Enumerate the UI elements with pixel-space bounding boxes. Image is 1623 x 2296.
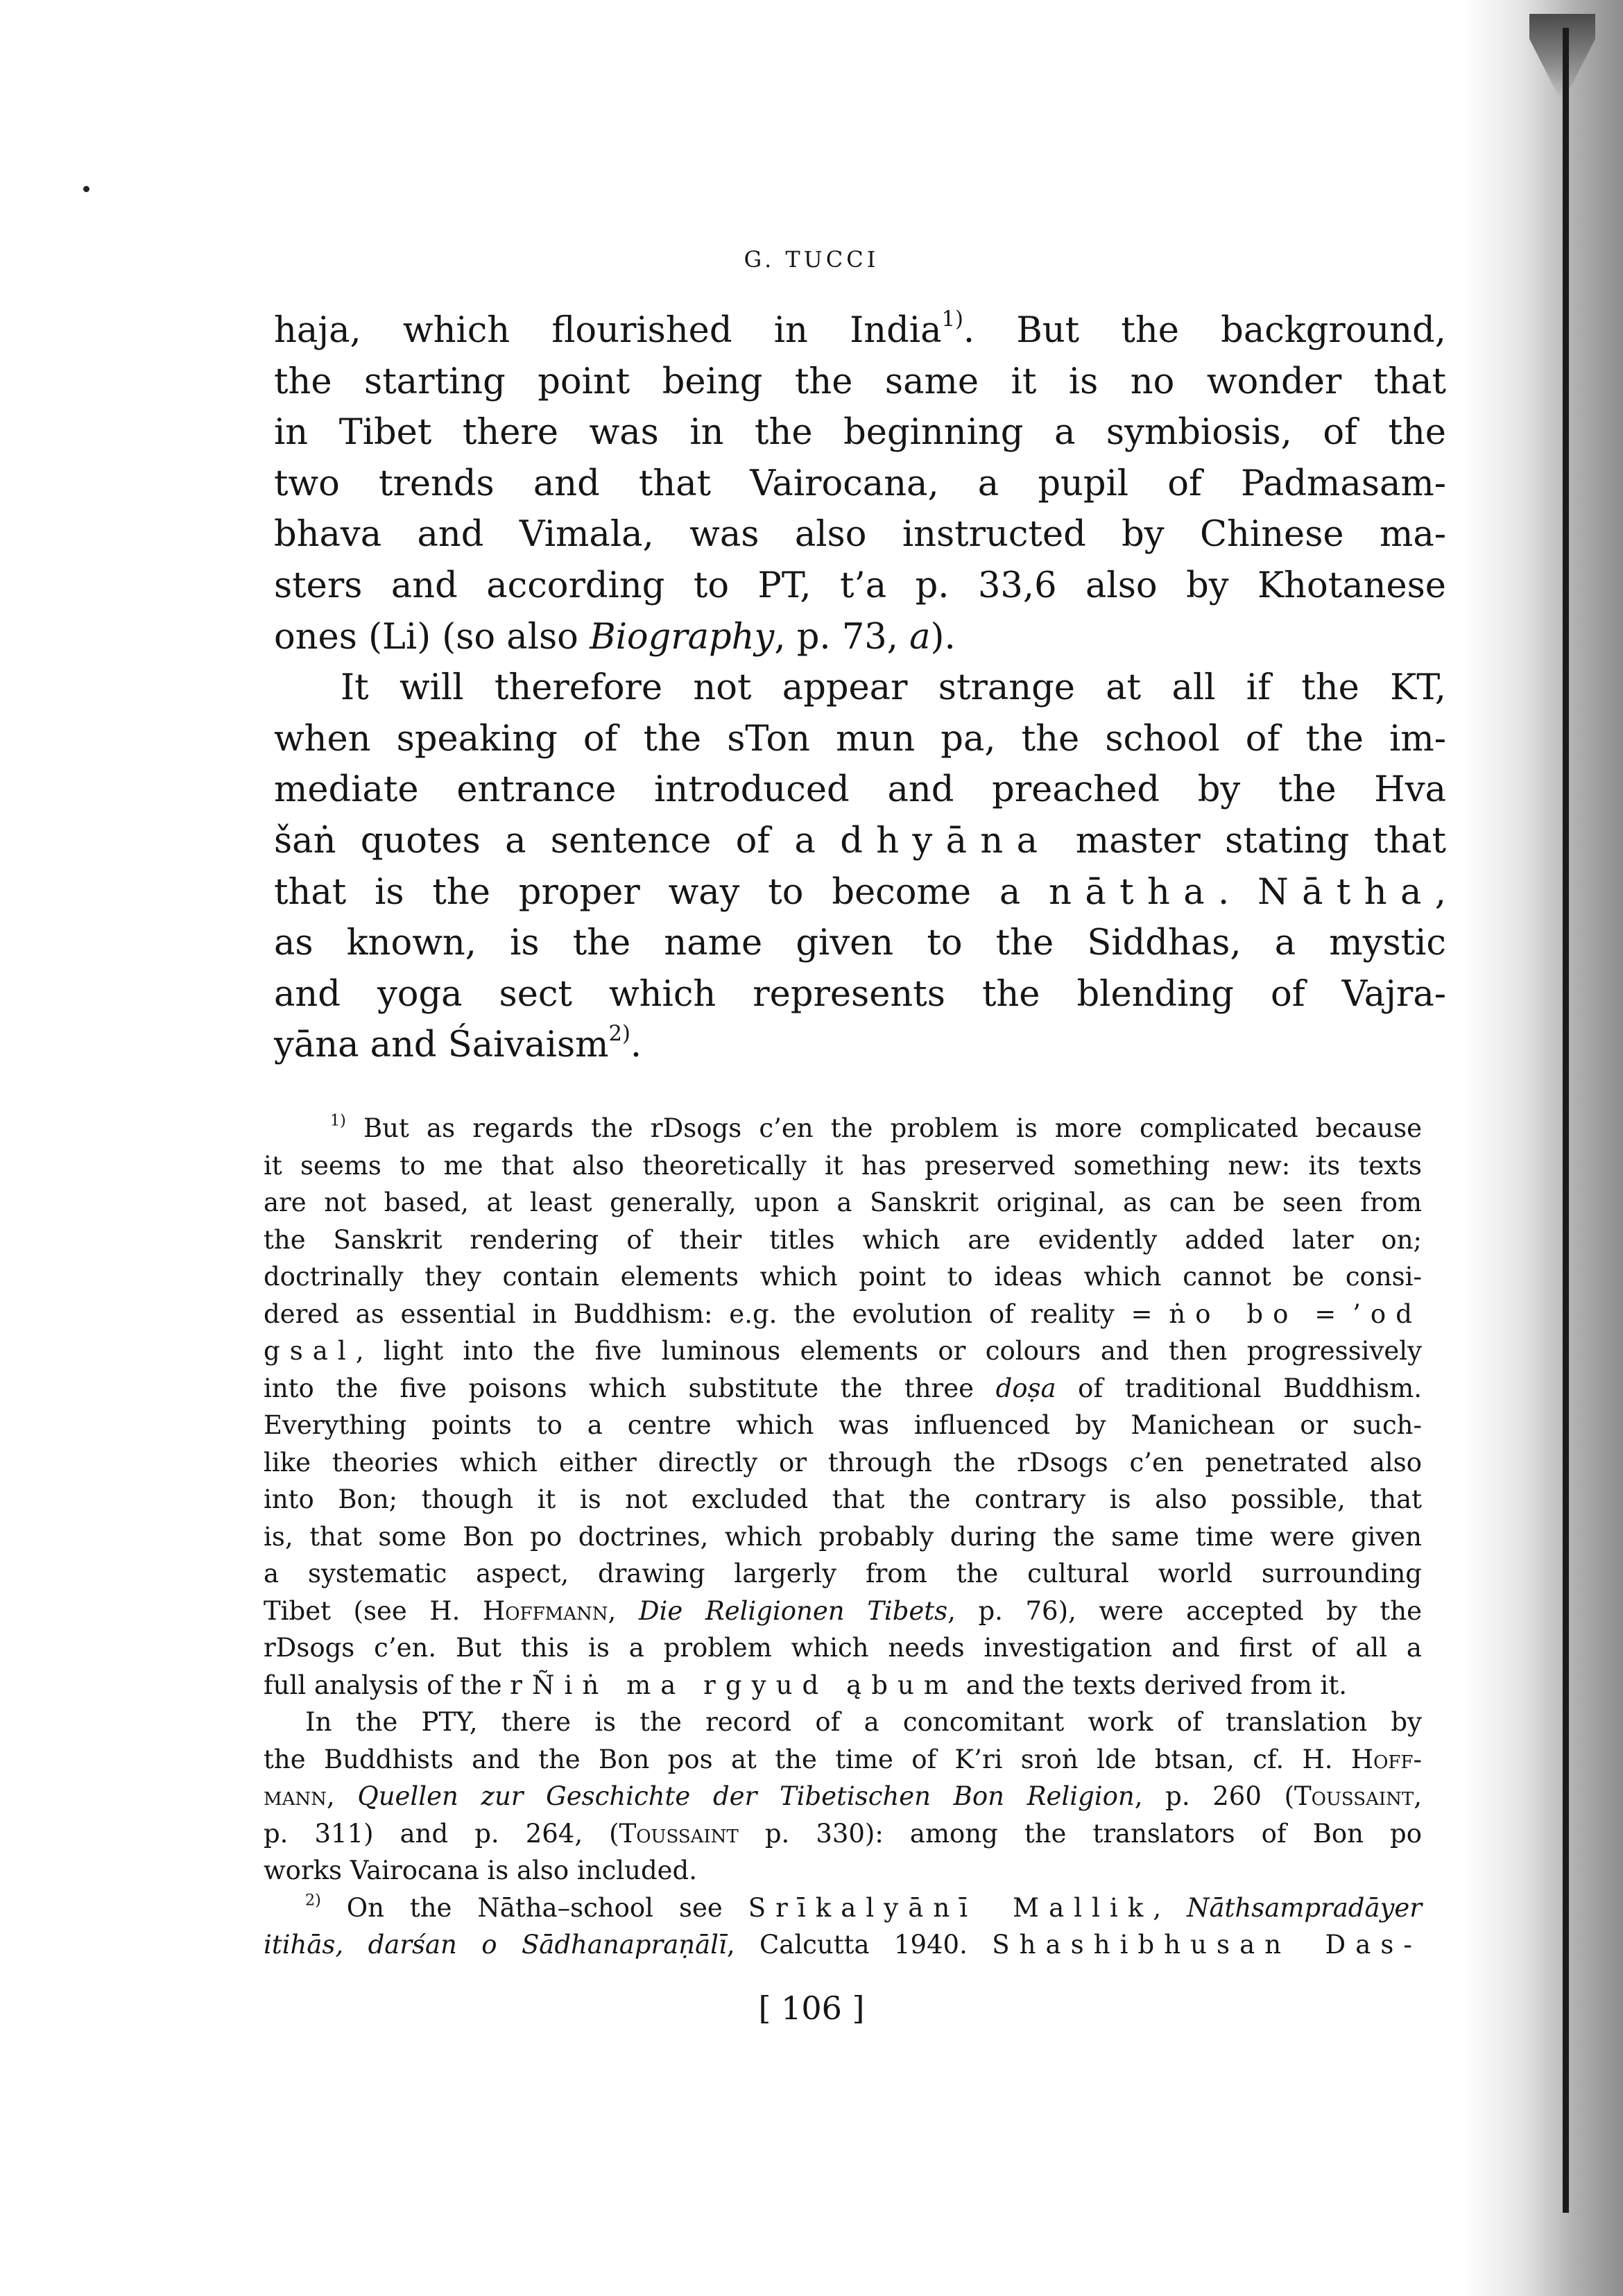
spaced-term: gsal (264, 1336, 356, 1366)
footnote-ref-2: 2) (608, 1022, 630, 1047)
footnote-line: gsal, light into the five luminous elements or colours and then progressively (264, 1336, 1422, 1366)
footnote-line: $^{1)}$ But as regards the rDsogs c’en the problem is more complicated because (330, 1111, 1422, 1143)
text-line: as known, is the name given to the Siddhas, a mystic (274, 923, 1446, 964)
text-line: šaṅ quotes a sentence of a dhyāna master stating that (274, 820, 1446, 862)
spaced-term: Srīkalyānī Mallik (748, 1892, 1153, 1923)
binding-line (1563, 28, 1569, 2213)
footnote-line: itihās, darśan o Sādhanapraṇālī, Calcutta 1940. Shashibhusan Das- (264, 1930, 1422, 1960)
footnote-line: into Bon; though it is not excluded that the contrary is also possible, that (264, 1484, 1422, 1514)
footnote-line: a systematic aspect, drawing largerly from the cultural world surrounding (264, 1559, 1422, 1588)
footnote-line: are not based, at least generally, upon a Sanskrit original, as can be seen from (264, 1188, 1422, 1217)
text-line: sters and according to PT, t’a p. 33,6 also by Khotanese (274, 565, 1446, 606)
text-line: mediate entrance introduced and preached by the Hva (274, 769, 1446, 811)
text-line: bhava and Vimala, was also instructed by Chinese ma- (274, 514, 1446, 556)
running-head: G. TUCCI (744, 246, 879, 273)
paragraph-2 (274, 662, 1446, 1071)
text-line: in Tibet there was in the beginning a symbiosis, of the (274, 412, 1446, 454)
footnote-line: Tibet (see H. Hoffmann, Die Religionen Tibets, p. 76), were accepted by the (264, 1595, 1422, 1626)
spaced-term: Nātha (1257, 871, 1435, 913)
footnote-marker-1: 1) (330, 1111, 346, 1130)
footnote-line: like theories which either directly or through the rDsogs c’en penetrated also (264, 1447, 1422, 1477)
footnote-line: Everything points to a centre which was influenced by Manichean or such- (264, 1410, 1422, 1440)
footnote-line: rDsogs c’en. But this is a problem which needs investigation and first of all a (264, 1633, 1422, 1663)
footnotes (264, 1110, 1422, 1964)
footnote-line: dered as essential in Buddhism: e.g. the evolution of reality = ṅo bo = ’od (264, 1299, 1423, 1329)
binding-shadow (1463, 0, 1623, 2296)
footnote-2 (264, 1890, 1422, 1964)
spaced-term: Shashibhusan Das- (992, 1930, 1422, 1960)
footnote-ref-1: 1) (941, 307, 963, 332)
text-line: ones (Li) (so also Biography, p. 73, a). (274, 616, 956, 658)
footnote-marker-2: 2) (305, 1890, 321, 1909)
footnote-line: full analysis of the rÑiṅ ma rgyud ąbum and the texts derived from it. (264, 1670, 1348, 1700)
scan-speck (83, 186, 89, 192)
text-line: haja, which flourished in India$^{1)}$. But the background, (274, 307, 1446, 351)
spaced-term: ṅo bo (1169, 1299, 1298, 1329)
spaced-term: rÑiṅ ma rgyud ąbum (510, 1670, 958, 1700)
footnote-line: into the five poisons which substitute the three doṣa of traditional Buddhism. (264, 1373, 1422, 1403)
page-number: [ 106 ] (758, 1989, 865, 2027)
footnote-1-continued (264, 1704, 1422, 1890)
text-line: and yoga sect which represents the blending of Vajra- (274, 973, 1446, 1015)
text-line: yāna and Śaivaism$^{2)}$. (274, 1022, 642, 1066)
paragraph-1 (274, 305, 1446, 662)
footnote-line: In the PTY, there is the record of a concomitant work of translation by (305, 1707, 1422, 1737)
footnote-line: the Buddhists and the Bon pos at the time of K’ri sroṅ lde btsan, cf. H. Hoff- (264, 1744, 1422, 1774)
footnote-line: mann, Quellen zur Geschichte der Tibetischen Bon Religion, p. 260 (Toussaint, (264, 1781, 1422, 1811)
italic-title: Biography (590, 616, 775, 658)
text-line: the starting point being the same it is no wonder that (274, 361, 1446, 402)
footnote-line: is, that some Bon po doctrines, which probably during the same time were given (264, 1521, 1422, 1552)
text-line: when speaking of the sTon mun pa, the school of the im- (274, 718, 1446, 760)
spaced-term: dhyāna (840, 820, 1051, 862)
footnote-line: doctrinally they contain elements which point to ideas which cannot be consi- (264, 1262, 1422, 1292)
footnote-line: works Vairocana is also included. (264, 1856, 697, 1885)
footnote-1 (264, 1110, 1422, 1704)
footnote-line: it seems to me that also theoretically it has preserved something new: its texts (264, 1150, 1422, 1181)
text-line: two trends and that Vairocana, a pupil of Padmasam- (274, 463, 1446, 504)
footnote-line: p. 311) and p. 264, (Toussaint p. 330): among the translators of Bon po (264, 1818, 1422, 1849)
spaced-term: ’od (1352, 1299, 1423, 1329)
footnote-line: the Sanskrit rendering of their titles which are evidently added later on; (264, 1224, 1422, 1255)
footnote-line: $^{2)}$ On the Nātha–school see Srīkalyānī Mallik, Nāthsampradāyer (305, 1890, 1423, 1923)
text-line: It will therefore not appear strange at all if the KT, (341, 667, 1446, 709)
main-text (274, 305, 1446, 1071)
text-line: that is the proper way to become a nātha. Nātha, (274, 871, 1446, 913)
spaced-term: nātha (1049, 871, 1219, 913)
